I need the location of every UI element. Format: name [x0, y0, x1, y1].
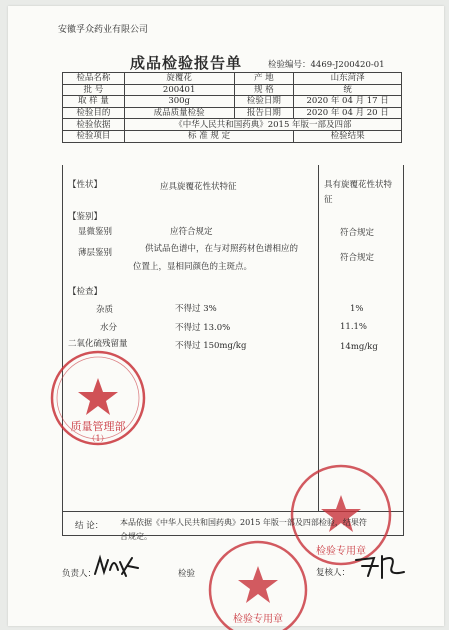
results-divider [318, 165, 319, 511]
micro-label: 显微鉴别 [78, 227, 113, 237]
moisture-label: 水分 [100, 323, 118, 333]
conclusion-line2: 合规定。 [120, 532, 152, 541]
so2-label: 二氧化硫残留量 [68, 339, 128, 349]
items-label: 检验项目 [63, 130, 125, 142]
impurity-label: 杂质 [96, 305, 114, 315]
batch: 200401 [124, 84, 234, 96]
qty: 300g [124, 96, 234, 108]
identification-label: 【鉴别】 [68, 212, 103, 222]
impurity-result: 1% [350, 304, 364, 314]
conclusion-label: 结 论： [75, 521, 104, 531]
qa-stamp-center: 质量管理部 [70, 420, 126, 433]
responsible-label: 负责人： [62, 569, 97, 579]
so2-standard: 不得过 150mg/kg [175, 341, 247, 351]
character-result-line1: 具有旋覆花性状特 [324, 180, 393, 190]
company-stamp-mid-bottom: 检验专用章 [316, 546, 366, 557]
character-result-line2: 征 [324, 195, 333, 205]
conclusion-line1: 本品依据《中华人民共和国药典》2015 年版一部及四部检验，结果符 [120, 518, 367, 527]
header-table [62, 72, 402, 143]
tlc-label: 薄层鉴别 [78, 248, 113, 258]
tlc-result: 符合规定 [340, 253, 375, 263]
product-name: 旋覆花 [124, 73, 234, 85]
batch-label: 批 号 [63, 84, 125, 96]
check-label: 【检查】 [68, 287, 103, 297]
company-stamp-bottom-text: 检验专用章 [233, 614, 283, 625]
company-name: 安徽孚众药业有限公司 [58, 25, 149, 35]
origin: 山东菏泽 [294, 73, 402, 85]
impurity-standard: 不得过 3% [175, 304, 217, 314]
qa-stamp-number: （1） [87, 434, 109, 443]
report-date-label: 报告日期 [234, 107, 294, 119]
report-number [268, 58, 385, 70]
purpose-label: 检验目的 [63, 107, 125, 119]
qty-label: 取 样 量 [63, 96, 125, 108]
stamp-star-icon [78, 378, 118, 415]
report-number-value: 4469-J200420-01 [310, 60, 385, 70]
moisture-standard: 不得过 13.0% [175, 323, 231, 333]
test-date-label: 检验日期 [234, 96, 294, 108]
basis: 《中华人民共和国药典》2015 年版一部及四部 [124, 119, 401, 131]
moisture-result: 11.1% [340, 322, 368, 332]
origin-label: 产 地 [234, 73, 294, 85]
qa-department-stamp [48, 348, 148, 448]
stamp-star-icon [238, 566, 278, 603]
spec: 统 [294, 84, 402, 96]
character-standard: 应具旋覆花性状特征 [160, 182, 237, 192]
product-name-label: 检品名称 [63, 73, 125, 85]
tlc-standard-line2: 位置上，显相同颜色的主斑点。 [133, 262, 253, 272]
test-date: 2020 年 04 月 17 日 [294, 96, 402, 108]
reviewer-label: 复核人： [316, 568, 351, 578]
purpose: 成品质量检验 [124, 107, 234, 119]
basis-label: 检验依据 [63, 119, 125, 131]
report-number-label: 检验编号： [268, 60, 311, 70]
company-stamp-bottom [205, 540, 311, 630]
responsible-signature [92, 552, 140, 582]
report-date: 2020 年 04 月 20 日 [294, 107, 402, 119]
tlc-standard-line1: 供试品色谱中，在与对照药材色谱相应的 [145, 244, 299, 254]
inspector-label: 检验 [178, 569, 196, 579]
so2-result: 14mg/kg [340, 342, 378, 352]
character-label: 【性状】 [68, 180, 103, 190]
standard-label: 标 准 规 定 [124, 130, 294, 142]
micro-result: 符合规定 [340, 228, 375, 238]
result-label: 检验结果 [294, 130, 402, 142]
micro-standard: 应符合规定 [170, 227, 213, 237]
reviewer-signature [352, 550, 407, 582]
spec-label: 规 格 [234, 84, 294, 96]
report-title: 成品检验报告单 [130, 54, 243, 72]
